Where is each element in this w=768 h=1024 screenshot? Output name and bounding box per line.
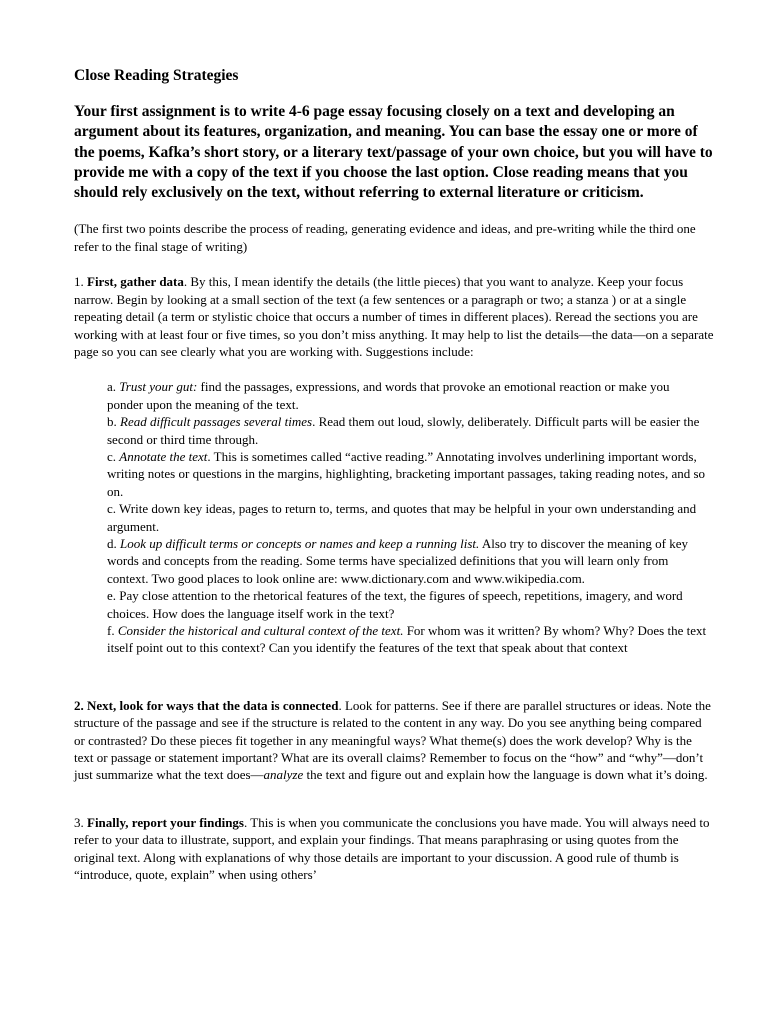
point-3-number: 3.: [74, 814, 87, 830]
document-page: [74, 66, 714, 883]
point-1-heading: First, gather data: [87, 274, 184, 290]
point-2-text: . Look for patterns. See if there are parallel structures or ideas. Note the structure of the passage and see if the structure is related to the content in any way. Do you see anything being compared or contrasted? Do these pieces fit together in any meaningful ways? What theme(s) does the work develop? Why is the text or passage or statement important? What are its overall claims? Remember to focus on the “how” and “why”—don’t just summarize what the text does—: [74, 697, 711, 783]
list-item-prefix: c.: [107, 501, 120, 517]
list-item-prefix: c.: [107, 448, 120, 464]
list-item-prefix: d.: [107, 535, 120, 551]
list-item-prefix: f.: [107, 623, 118, 639]
list-item-text: Write down key ideas, pages to return to, terms, and quotes that may be helpful in your own understanding and argument.: [107, 501, 697, 534]
list-item: [107, 500, 707, 535]
suggestions-list: [107, 378, 707, 657]
point-1-paragraph: [74, 273, 714, 360]
point-1-text: . By this, I mean identify the details (the little pieces) that you want to analyze. Keep your focus narrow. Begin by looking at a small section of the text (a few sentences or a paragraph or two; a stanza ) or at a single repeating detail (a term or stylistic choice that occurs a number of times in different places). Reread the sections you are working with at least four or five times, so you don’t miss anything. It may help to list the details—the data—on a separate page so you can see clearly what you are working with. Suggestions include:: [74, 274, 714, 359]
list-item-italic: Read difficult passages several times: [120, 414, 313, 430]
list-item: [107, 448, 707, 500]
assignment-paragraph: Your first assignment is to write 4-6 page essay focusing closely on a text and developing an argument about its features, organization, and meaning. You can base the essay one or more of the poems, Kafka’s short story, or a literary text/passage of your own choice, but you will have to provide me with a copy of the text if you choose the last option. Close reading means that you should rely exclusively on the text, without referring to external literature or criticism.: [74, 103, 713, 202]
list-item-text: . Read them out loud, slowly, deliberately. Difficult parts will be easier the second or third time through.: [107, 414, 700, 447]
spacer: [74, 657, 714, 697]
list-item-italic: Trust your gut:: [119, 379, 198, 395]
list-item: [107, 535, 707, 587]
point-3-heading: Finally, report your findings: [87, 814, 244, 830]
list-item-text: Also try to discover the meaning of key words and concepts from the reading. Some terms have specialized definitions that you will learn only from context. Two good places to look online are: www.dictionary.com and www.wikipedia.com.: [107, 535, 688, 586]
list-item-prefix: e.: [107, 588, 120, 604]
point-2-paragraph: [74, 697, 714, 784]
list-item-italic: Look up difficult terms or concepts or names and keep a running list.: [120, 535, 480, 551]
document-title: Close Reading Strategies: [74, 67, 239, 84]
point-3-paragraph: [74, 814, 714, 884]
point-1-number: 1.: [74, 274, 87, 290]
point-2-heading: 2. Next, look for ways that the data is connected: [74, 697, 339, 713]
list-item-text: . This is sometimes called “active reading.” Annotating involves underlining important words, writing notes or questions in the margins, highlighting, bracketing important passages, taking reading notes, and so on.: [107, 448, 706, 499]
list-item: [107, 378, 707, 413]
list-item-prefix: a.: [107, 379, 120, 395]
list-item-text: Pay close attention to the rhetorical features of the text, the figures of speech, repetitions, imagery, and word choices. How does the language itself work in the text?: [107, 588, 683, 621]
list-item-text: For whom was it written? By whom? Why? Does the text itself point out to this context? Can you identify the features of the text that speak about that context: [107, 623, 707, 656]
list-item: [107, 413, 707, 448]
list-item: [107, 587, 707, 622]
point-2-italic: analyze: [263, 767, 304, 783]
list-item-italic: Annotate the text: [119, 448, 208, 464]
list-item-text: find the passages, expressions, and words that provoke an emotional reaction or make you ponder upon the meaning of the text.: [107, 379, 670, 412]
point-2-text-end: the text and figure out and explain how the language is down what it’s doing.: [303, 767, 708, 783]
intro-paragraph: (The first two points describe the process of reading, generating evidence and ideas, and pre-writing while the third one refer to the final stage of writing): [74, 221, 696, 254]
list-item: [107, 622, 707, 657]
point-3-text: . This is when you communicate the conclusions you have made. You will always need to refer to your data to illustrate, support, and explain your findings. That means paraphrasing or using quotes from the original text. Along with explanations of why those details are important to your discussion. A good rule of thumb is “introduce, quote, explain” when using others’: [74, 814, 710, 883]
list-item-prefix: b.: [107, 414, 120, 430]
list-item-italic: Consider the historical and cultural context of the text.: [117, 623, 404, 639]
